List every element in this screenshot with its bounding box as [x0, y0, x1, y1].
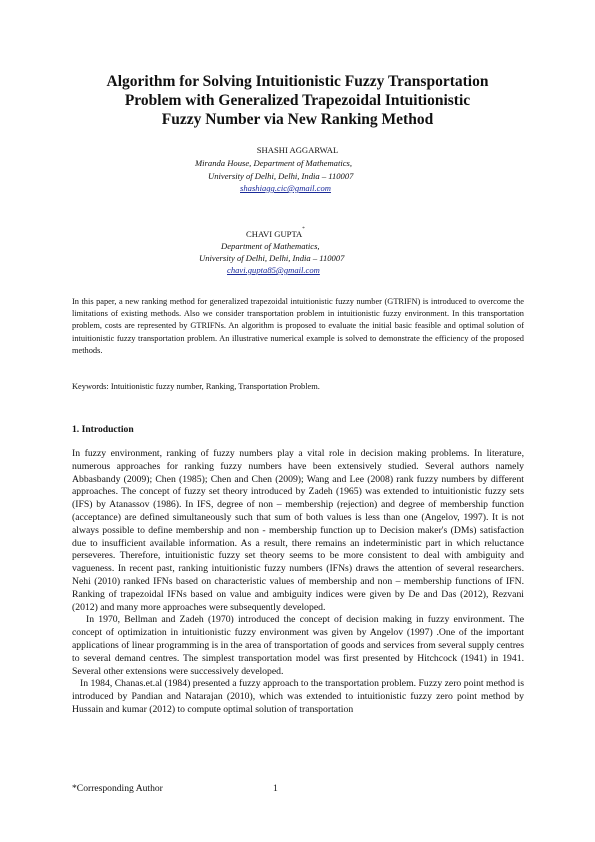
author1-email-link[interactable]: shashiagg.cic@gmail.com — [240, 183, 331, 193]
keywords: Keywords: Intuitionistic fuzzy number, Ranking, Transportation Problem. — [72, 382, 320, 391]
page-number: 1 — [273, 783, 278, 794]
author2-name: CHAVI GUPTA — [246, 229, 303, 239]
paragraph-3: In 1984, Chanas.et.al (1984) presented a fuzzy approach to the transportation problem. Fuzzy zero point method is introduced by Pandian and Natarajan (2010), which was extended to intuitionistic fuzzy zero point method by Hussain and kumar (2012) to compute optimal solution of transportation — [72, 678, 524, 715]
introduction-body — [72, 448, 524, 717]
author2-affiliation-2: University of Delhi, Delhi, India – 110007 — [199, 253, 345, 263]
title-line-3: Fuzzy Number via New Ranking Method — [161, 111, 434, 128]
author2-affiliation-1: Department of Mathematics, — [221, 241, 320, 251]
title-line-1: Algorithm for Solving Intuitionistic Fuzzy Transportation — [106, 73, 489, 90]
paragraph-1: In fuzzy environment, ranking of fuzzy numbers play a vital role in decision making problems. In literature, numerous approaches for ranking fuzzy numbers have been extensively studied. Several authors namely Abbasbandy (2009); Chen (1985); Chen and Chen (2009); Wang and Lee (2008) rank fuzzy numbers by different approaches. The concept of fuzzy set theory introduced by Zadeh (1965) was extended to intuitionistic fuzzy sets (IFS) by Atanassov (1986). In IFS, degree of non – membership (rejection) and degree of membership function (acceptance) are defined simultaneously such that sum of both values is less than one (Angelov, 1997). It is not always possible to define membership and non - membership function up to Decision maker's (DMs) satisfaction due to insufficient available information. As a result, there remains an indeterministic part in which reluctance perseveres. Therefore, intuitionistic fuzzy set theory seems to be more consistent to deal with ambiguity and vagueness. In recent past, ranking intuitionistic fuzzy numbers (IFNs) draws the attention of several researchers. Nehi (2010) ranked IFNs based on characteristic values of membership and non – membership functions of IFN. Ranking of trapezoidal IFNs based on value and ambiguity indices were given by De and Das (2012), Rezvani (2012) and many more approaches were subsequently developed. — [72, 448, 524, 613]
author1-affiliation-2: University of Delhi, Delhi, India – 110007 — [208, 171, 354, 181]
author1-name: SHASHI AGGARWAL — [256, 145, 339, 155]
section-heading-introduction: 1. Introduction — [72, 424, 134, 435]
author2-email-link[interactable]: chavi.gupta85@gmail.com — [227, 265, 320, 275]
author1-affiliation-1: Miranda House, Department of Mathematics, — [195, 158, 353, 168]
paragraph-2: In 1970, Bellman and Zadeh (1970) introduced the concept of decision making in fuzzy environment. The concept of optimization in intuitionistic fuzzy environment was given by Angelov (1997) .One of the important applications of linear programming is in the area of transportation of goods and services from several supply centres to several demand centres. The simplest transportation model was first presented by Hitchcock (1941) in 1941. Several other extensions were successively developed. — [72, 614, 524, 677]
footnote-corresponding-author: *Corresponding Author — [72, 783, 163, 794]
abstract: In this paper, a new ranking method for generalized trapezoidal intuitionistic fuzzy number (GTRIFN) is introduced to overcome the limitations of existing methods. Also we consider transportation problem in intuitionistic fuzzy environment. In this transportation problem, costs are represented by GTRIFNs. An algorithm is proposed to evaluate the initial basic feasible and optimal solution of intuitionistic fuzzy transportation problem. An illustrative numerical example is solved to demonstrate the efficiency of the proposed methods. — [72, 297, 524, 355]
paper-title — [60, 72, 535, 129]
author2-name-line — [246, 228, 305, 241]
corresponding-mark: * — [302, 227, 305, 232]
title-line-2: Problem with Generalized Trapezoidal Intuitionistic — [124, 92, 471, 109]
